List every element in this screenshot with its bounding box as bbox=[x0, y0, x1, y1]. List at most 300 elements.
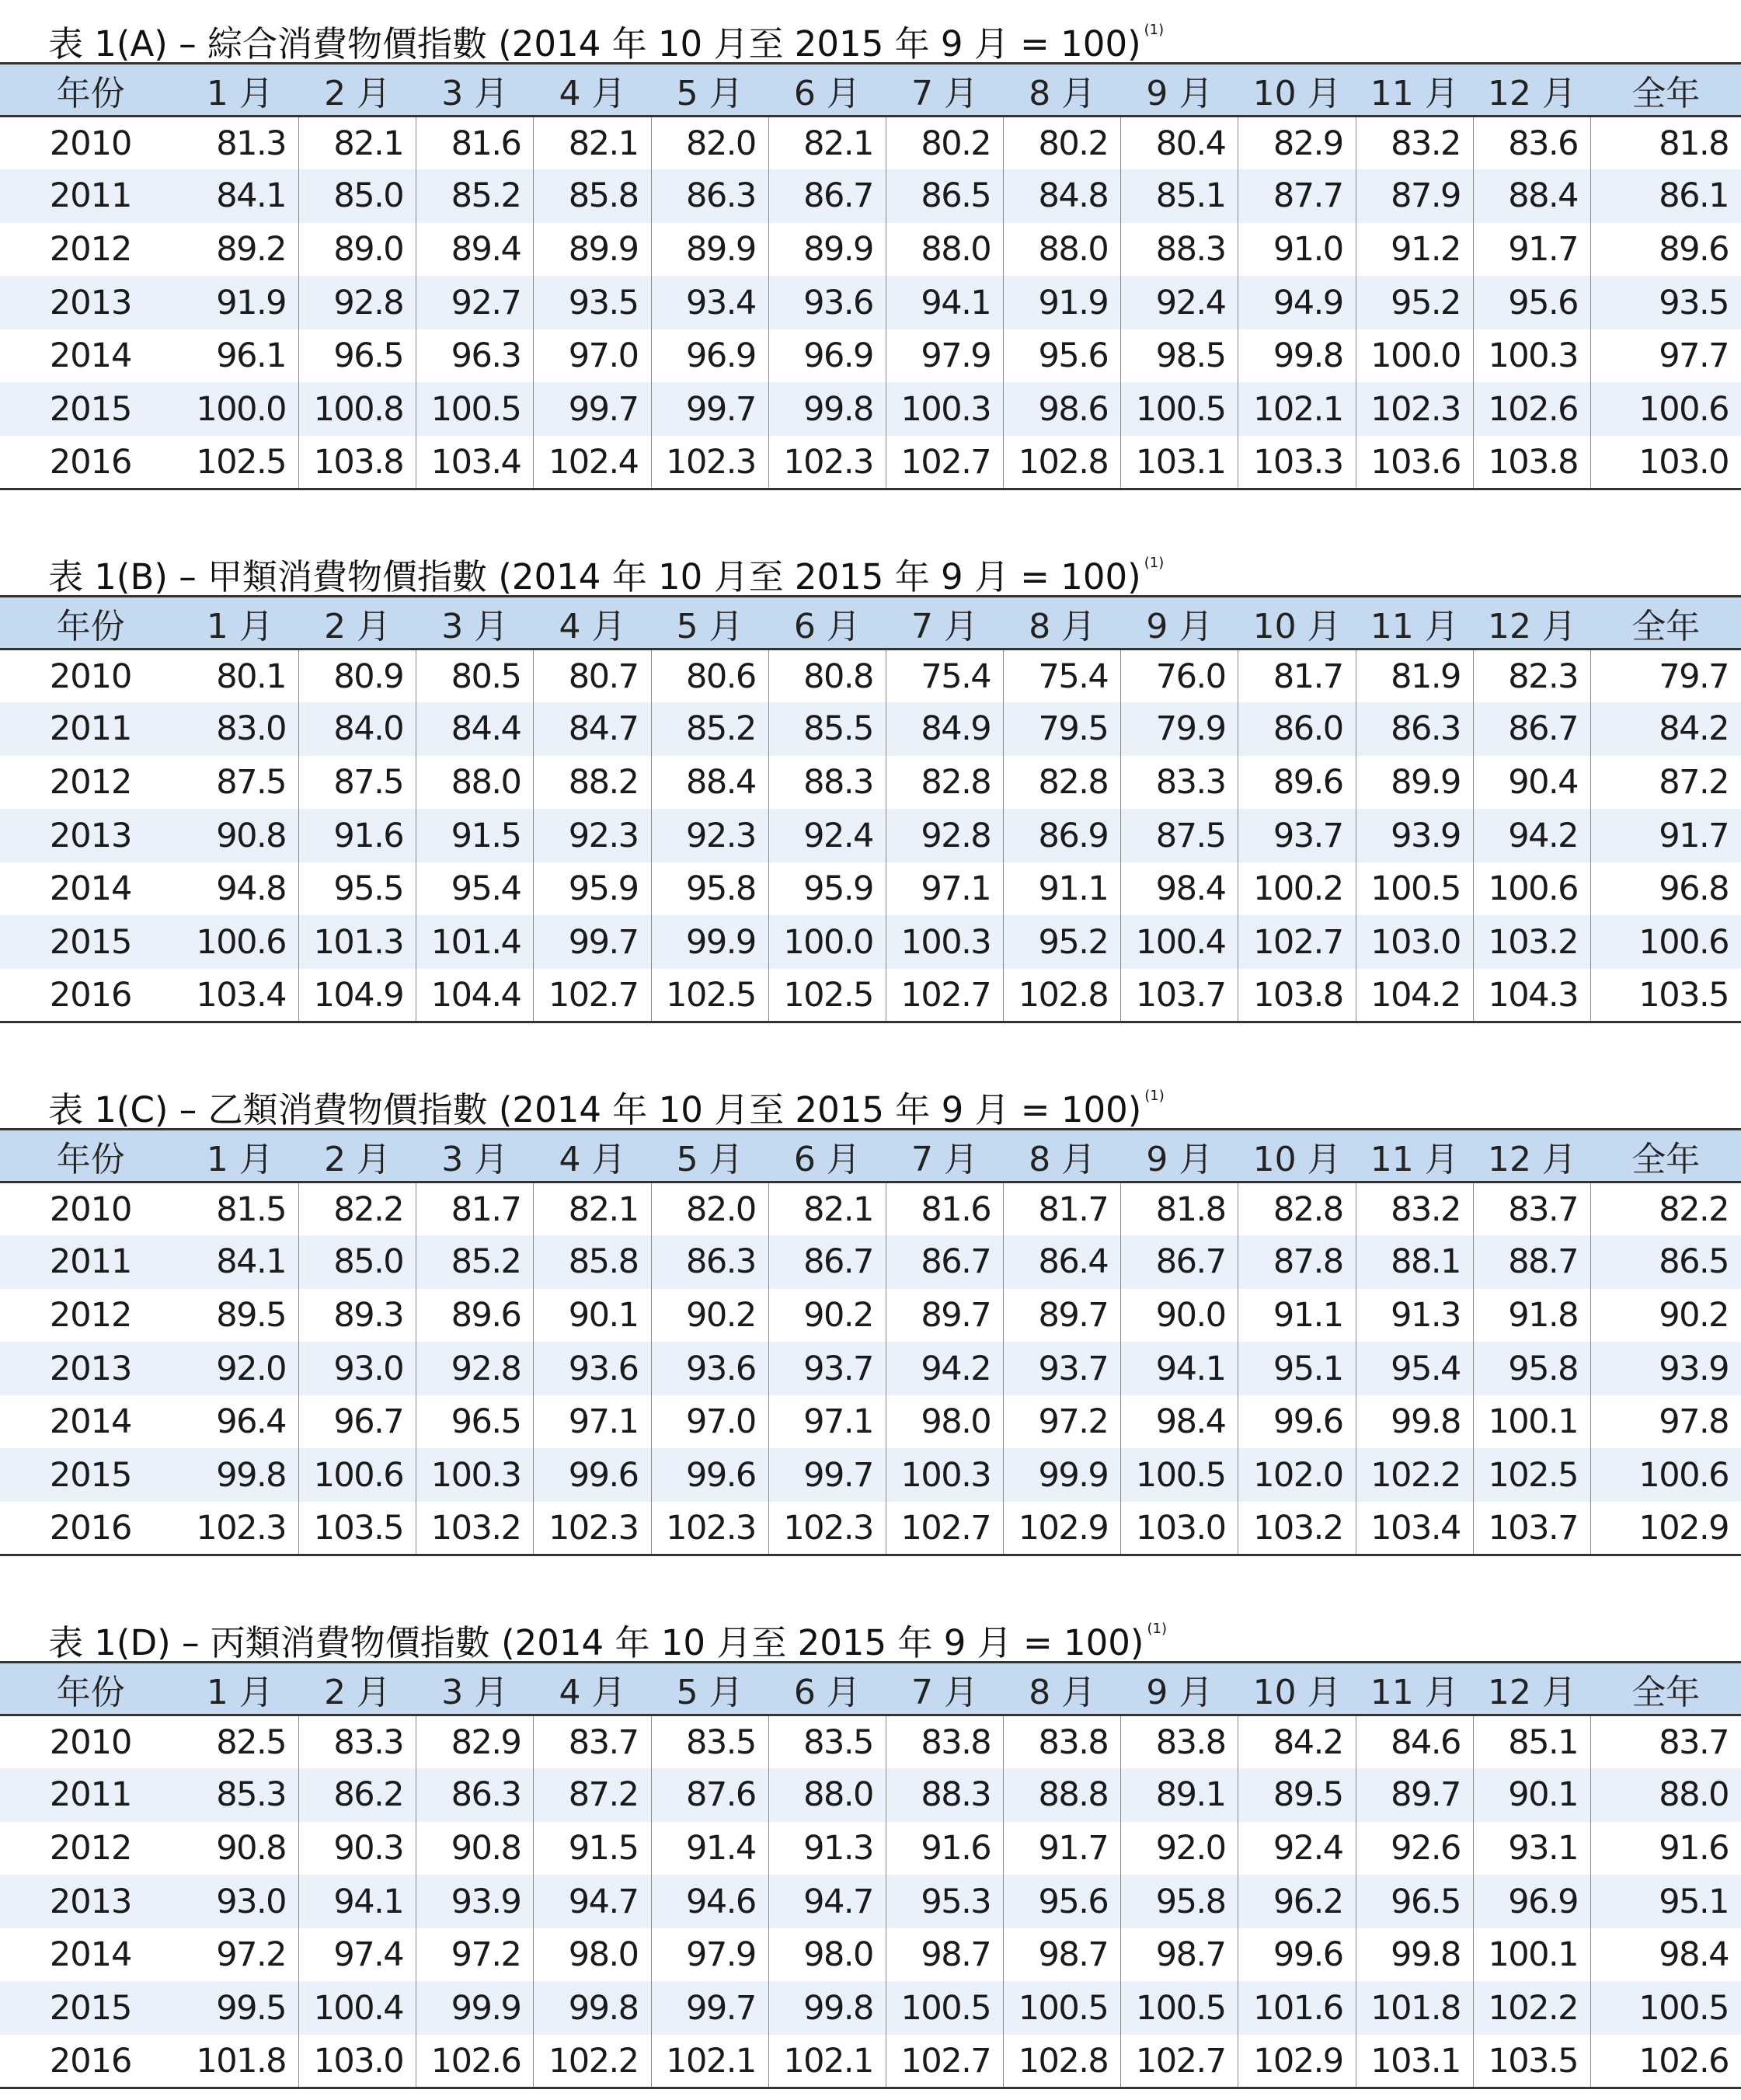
monthly-value-cell: 92.4 bbox=[1238, 1822, 1356, 1875]
cpi-table bbox=[0, 1128, 1741, 1556]
column-header-year: 年份 bbox=[0, 64, 181, 117]
annual-value-cell: 103.0 bbox=[1591, 436, 1741, 489]
monthly-value-cell: 100.4 bbox=[298, 1981, 416, 2035]
monthly-value-cell: 96.7 bbox=[298, 1395, 416, 1449]
monthly-value-cell: 103.2 bbox=[1238, 1502, 1356, 1555]
table-row bbox=[0, 1715, 1741, 1769]
monthly-value-cell: 102.0 bbox=[1238, 1448, 1356, 1502]
table-row bbox=[0, 1981, 1741, 2035]
monthly-value-cell: 100.3 bbox=[416, 1448, 534, 1502]
monthly-value-cell: 100.0 bbox=[181, 382, 298, 436]
column-header: 3 月 bbox=[416, 64, 534, 117]
annual-value-cell: 87.2 bbox=[1659, 762, 1729, 802]
annual-value-cell: 100.6 bbox=[1638, 389, 1729, 429]
monthly-value-cell: 99.9 bbox=[651, 915, 768, 969]
annual-value-cell: 98.4 bbox=[1659, 1935, 1729, 1975]
monthly-value-cell: 104.9 bbox=[298, 969, 416, 1022]
year-cell: 2015 bbox=[49, 389, 132, 429]
column-header: 6 月 bbox=[768, 64, 886, 117]
monthly-value-cell: 98.0 bbox=[768, 1928, 886, 1982]
monthly-value-cell: 85.0 bbox=[298, 1235, 416, 1289]
monthly-value-cell: 89.5 bbox=[181, 1289, 298, 1343]
monthly-value-cell: 93.4 bbox=[651, 276, 768, 329]
column-header: 3 月 bbox=[416, 597, 534, 650]
monthly-value-cell: 84.6 bbox=[1356, 1715, 1473, 1769]
monthly-value-cell: 102.5 bbox=[768, 969, 886, 1022]
year-cell: 2011 bbox=[49, 176, 132, 216]
annual-value-cell: 83.7 bbox=[1659, 1722, 1729, 1762]
monthly-value-cell: 102.5 bbox=[181, 436, 298, 489]
header-row bbox=[0, 597, 1741, 650]
monthly-value-cell: 102.8 bbox=[1004, 2035, 1121, 2088]
table-row bbox=[0, 969, 1741, 1022]
table-title bbox=[48, 1599, 1167, 1663]
monthly-value-cell: 87.2 bbox=[534, 1768, 651, 1822]
table-row bbox=[0, 1822, 1741, 1875]
monthly-value-cell: 83.8 bbox=[1004, 1715, 1121, 1769]
monthly-value-cell: 80.8 bbox=[768, 650, 886, 703]
monthly-value-cell: 103.1 bbox=[1356, 2035, 1473, 2088]
monthly-value-cell: 81.7 bbox=[416, 1182, 534, 1236]
monthly-value-cell: 102.3 bbox=[1356, 382, 1473, 436]
monthly-value-cell: 88.3 bbox=[1121, 223, 1238, 277]
monthly-value-cell: 88.0 bbox=[1004, 223, 1121, 277]
monthly-value-cell: 99.7 bbox=[651, 382, 768, 436]
monthly-value-cell: 75.4 bbox=[1004, 650, 1121, 703]
monthly-value-cell: 87.6 bbox=[651, 1768, 768, 1822]
column-header: 10 月 bbox=[1238, 1663, 1356, 1715]
monthly-value-cell: 100.1 bbox=[1473, 1928, 1590, 1982]
table-row bbox=[0, 1502, 1741, 1555]
monthly-value-cell: 82.8 bbox=[1238, 1182, 1356, 1236]
monthly-value-cell: 91.3 bbox=[768, 1822, 886, 1875]
monthly-value-cell: 102.5 bbox=[1473, 1448, 1590, 1502]
monthly-value-cell: 92.7 bbox=[416, 276, 534, 329]
column-header: 8 月 bbox=[1004, 597, 1121, 650]
monthly-value-cell: 103.0 bbox=[1121, 1502, 1238, 1555]
monthly-value-cell: 102.1 bbox=[651, 2035, 768, 2088]
monthly-value-cell: 102.7 bbox=[534, 969, 651, 1022]
monthly-value-cell: 90.8 bbox=[181, 1822, 298, 1875]
monthly-value-cell: 98.5 bbox=[1121, 329, 1238, 383]
monthly-value-cell: 95.1 bbox=[1238, 1342, 1356, 1395]
monthly-value-cell: 102.2 bbox=[1473, 1981, 1590, 2035]
column-header: 11 月 bbox=[1356, 64, 1473, 117]
monthly-value-cell: 95.2 bbox=[1004, 915, 1121, 969]
monthly-value-cell: 102.7 bbox=[886, 1502, 1003, 1555]
monthly-value-cell: 103.7 bbox=[1473, 1502, 1590, 1555]
table-title bbox=[48, 1066, 1165, 1130]
annual-value-cell: 102.6 bbox=[1591, 2035, 1741, 2088]
monthly-value-cell: 93.6 bbox=[768, 276, 886, 329]
column-header: 4 月 bbox=[534, 597, 651, 650]
year-cell: 2015 bbox=[49, 1988, 132, 2028]
monthly-value-cell: 94.8 bbox=[181, 862, 298, 916]
year-cell: 2012 bbox=[49, 229, 132, 269]
year-cell: 2016 bbox=[0, 1502, 181, 1555]
monthly-value-cell: 90.0 bbox=[1121, 1289, 1238, 1343]
monthly-value-cell: 93.7 bbox=[1238, 809, 1356, 862]
monthly-value-cell: 82.5 bbox=[181, 1715, 298, 1769]
monthly-value-cell: 80.7 bbox=[534, 650, 651, 703]
monthly-value-cell: 98.4 bbox=[1121, 862, 1238, 916]
monthly-value-cell: 101.3 bbox=[298, 915, 416, 969]
monthly-value-cell: 99.6 bbox=[1238, 1928, 1356, 1982]
monthly-value-cell: 84.1 bbox=[181, 169, 298, 223]
monthly-value-cell: 75.4 bbox=[886, 650, 1003, 703]
monthly-value-cell: 102.6 bbox=[1473, 382, 1590, 436]
monthly-value-cell: 95.8 bbox=[1121, 1875, 1238, 1928]
monthly-value-cell: 97.9 bbox=[886, 329, 1003, 383]
table-title-text: 表 1(A) – 綜合消費物價指數 (2014 年 10 月至 2015 年 9 月 = 100) bbox=[48, 23, 1141, 64]
monthly-value-cell: 99.6 bbox=[1238, 1395, 1356, 1449]
monthly-value-cell: 91.7 bbox=[1473, 223, 1590, 277]
monthly-value-cell: 81.3 bbox=[181, 117, 298, 170]
monthly-value-cell: 84.8 bbox=[1004, 169, 1121, 223]
footnote-marker: (1) bbox=[1144, 22, 1165, 38]
monthly-value-cell: 91.6 bbox=[886, 1822, 1003, 1875]
monthly-value-cell: 100.5 bbox=[416, 382, 534, 436]
monthly-value-cell: 93.6 bbox=[651, 1342, 768, 1395]
monthly-value-cell: 102.2 bbox=[534, 2035, 651, 2088]
monthly-value-cell: 100.3 bbox=[1473, 329, 1590, 383]
monthly-value-cell: 82.9 bbox=[1238, 117, 1356, 170]
monthly-value-cell: 91.1 bbox=[1238, 1289, 1356, 1343]
monthly-value-cell: 88.2 bbox=[534, 756, 651, 810]
monthly-value-cell: 102.1 bbox=[1238, 382, 1356, 436]
monthly-value-cell: 102.3 bbox=[534, 1502, 651, 1555]
monthly-value-cell: 83.3 bbox=[298, 1715, 416, 1769]
monthly-value-cell: 100.5 bbox=[886, 1981, 1003, 2035]
column-header: 5 月 bbox=[651, 1663, 768, 1715]
monthly-value-cell: 80.4 bbox=[1121, 117, 1238, 170]
monthly-value-cell: 103.4 bbox=[1356, 1502, 1473, 1555]
table-title bbox=[48, 0, 1165, 64]
column-header: 10 月 bbox=[1238, 1130, 1356, 1182]
monthly-value-cell: 89.9 bbox=[534, 223, 651, 277]
monthly-value-cell: 85.1 bbox=[1473, 1715, 1590, 1769]
table-row bbox=[0, 1182, 1741, 1236]
monthly-value-cell: 96.5 bbox=[298, 329, 416, 383]
monthly-value-cell: 86.4 bbox=[1004, 1235, 1121, 1289]
header-row bbox=[0, 1663, 1741, 1715]
table-row bbox=[0, 276, 1741, 329]
column-header: 2 月 bbox=[298, 1130, 416, 1182]
monthly-value-cell: 80.2 bbox=[886, 117, 1003, 170]
monthly-value-cell: 93.9 bbox=[416, 1875, 534, 1928]
column-header-year: 年份 bbox=[0, 597, 181, 650]
monthly-value-cell: 86.7 bbox=[1121, 1235, 1238, 1289]
monthly-value-cell: 103.8 bbox=[1238, 969, 1356, 1022]
monthly-value-cell: 87.9 bbox=[1356, 169, 1473, 223]
year-cell: 2010 bbox=[49, 1189, 132, 1229]
monthly-value-cell: 91.7 bbox=[1004, 1822, 1121, 1875]
monthly-value-cell: 85.0 bbox=[298, 169, 416, 223]
column-header: 8 月 bbox=[1004, 1663, 1121, 1715]
monthly-value-cell: 96.3 bbox=[416, 329, 534, 383]
monthly-value-cell: 83.8 bbox=[1121, 1715, 1238, 1769]
footnote-marker: (1) bbox=[1144, 555, 1165, 571]
table-row bbox=[0, 862, 1741, 916]
monthly-value-cell: 99.7 bbox=[768, 1448, 886, 1502]
monthly-value-cell: 91.2 bbox=[1356, 223, 1473, 277]
monthly-value-cell: 100.1 bbox=[1473, 1395, 1590, 1449]
annual-value-cell: 79.7 bbox=[1659, 656, 1729, 696]
monthly-value-cell: 103.4 bbox=[181, 969, 298, 1022]
monthly-value-cell: 89.4 bbox=[416, 223, 534, 277]
monthly-value-cell: 101.8 bbox=[181, 2035, 298, 2088]
table-title-text: 表 1(D) – 丙類消費物價指數 (2014 年 10 月至 2015 年 9 月 = 100) bbox=[48, 1622, 1144, 1663]
monthly-value-cell: 104.3 bbox=[1473, 969, 1590, 1022]
monthly-value-cell: 91.8 bbox=[1473, 1289, 1590, 1343]
monthly-value-cell: 99.8 bbox=[1238, 329, 1356, 383]
cpi-table bbox=[0, 595, 1741, 1023]
annual-value-cell: 100.5 bbox=[1638, 1988, 1729, 2028]
monthly-value-cell: 90.1 bbox=[1473, 1768, 1590, 1822]
monthly-value-cell: 102.6 bbox=[416, 2035, 534, 2088]
table-row bbox=[0, 223, 1741, 277]
monthly-value-cell: 82.1 bbox=[298, 117, 416, 170]
monthly-value-cell: 86.3 bbox=[1356, 702, 1473, 756]
cpi-table bbox=[0, 1661, 1741, 2089]
column-header: 3 月 bbox=[416, 1663, 534, 1715]
monthly-value-cell: 92.8 bbox=[886, 809, 1003, 862]
monthly-value-cell: 100.0 bbox=[768, 915, 886, 969]
table-row bbox=[0, 1928, 1741, 1982]
annual-value-cell: 100.6 bbox=[1638, 1455, 1729, 1495]
monthly-value-cell: 100.3 bbox=[886, 915, 1003, 969]
annual-value-cell: 86.1 bbox=[1659, 176, 1729, 216]
monthly-value-cell: 94.1 bbox=[1121, 1342, 1238, 1395]
column-header: 5 月 bbox=[651, 64, 768, 117]
monthly-value-cell: 84.1 bbox=[181, 1235, 298, 1289]
annual-value-cell: 97.7 bbox=[1659, 336, 1729, 376]
monthly-value-cell: 81.5 bbox=[181, 1182, 298, 1236]
monthly-value-cell: 84.9 bbox=[886, 702, 1003, 756]
monthly-value-cell: 81.8 bbox=[1121, 1182, 1238, 1236]
monthly-value-cell: 99.8 bbox=[768, 1981, 886, 2035]
column-header: 8 月 bbox=[1004, 1130, 1121, 1182]
annual-value-cell: 93.5 bbox=[1659, 283, 1729, 322]
monthly-value-cell: 80.2 bbox=[1004, 117, 1121, 170]
monthly-value-cell: 88.8 bbox=[1004, 1768, 1121, 1822]
monthly-value-cell: 99.7 bbox=[534, 915, 651, 969]
year-cell: 2013 bbox=[49, 283, 132, 322]
monthly-value-cell: 85.8 bbox=[534, 169, 651, 223]
monthly-value-cell: 97.9 bbox=[651, 1928, 768, 1982]
monthly-value-cell: 95.9 bbox=[768, 862, 886, 916]
annual-value-cell: 86.5 bbox=[1659, 1242, 1729, 1282]
monthly-value-cell: 85.8 bbox=[534, 1235, 651, 1289]
monthly-value-cell: 98.7 bbox=[1004, 1928, 1121, 1982]
monthly-value-cell: 82.1 bbox=[768, 117, 886, 170]
monthly-value-cell: 102.2 bbox=[1356, 1448, 1473, 1502]
column-header: 10 月 bbox=[1238, 64, 1356, 117]
monthly-value-cell: 102.5 bbox=[651, 969, 768, 1022]
monthly-value-cell: 103.6 bbox=[1356, 436, 1473, 489]
column-header: 11 月 bbox=[1356, 1663, 1473, 1715]
monthly-value-cell: 93.6 bbox=[534, 1342, 651, 1395]
column-header: 4 月 bbox=[534, 1130, 651, 1182]
monthly-value-cell: 88.0 bbox=[768, 1768, 886, 1822]
monthly-value-cell: 80.1 bbox=[181, 650, 298, 703]
monthly-value-cell: 92.4 bbox=[1121, 276, 1238, 329]
column-header: 1 月 bbox=[181, 64, 298, 117]
monthly-value-cell: 88.0 bbox=[886, 223, 1003, 277]
monthly-value-cell: 83.7 bbox=[1473, 1182, 1590, 1236]
monthly-value-cell: 103.3 bbox=[1238, 436, 1356, 489]
monthly-value-cell: 92.8 bbox=[416, 1342, 534, 1395]
monthly-value-cell: 103.0 bbox=[1356, 915, 1473, 969]
column-header: 全年 bbox=[1591, 1663, 1741, 1715]
column-header: 7 月 bbox=[886, 1663, 1003, 1715]
monthly-value-cell: 102.9 bbox=[1238, 2035, 1356, 2088]
year-cell: 2014 bbox=[49, 1402, 132, 1442]
annual-value-cell: 97.8 bbox=[1659, 1402, 1729, 1442]
table-row bbox=[0, 915, 1741, 969]
monthly-value-cell: 96.2 bbox=[1238, 1875, 1356, 1928]
year-cell: 2016 bbox=[0, 969, 181, 1022]
monthly-value-cell: 104.2 bbox=[1356, 969, 1473, 1022]
year-cell: 2012 bbox=[49, 762, 132, 802]
monthly-value-cell: 87.5 bbox=[298, 756, 416, 810]
table-row bbox=[0, 756, 1741, 810]
year-cell: 2014 bbox=[49, 869, 132, 909]
monthly-value-cell: 101.8 bbox=[1356, 1981, 1473, 2035]
monthly-value-cell: 102.7 bbox=[1121, 2035, 1238, 2088]
monthly-value-cell: 91.4 bbox=[651, 1822, 768, 1875]
table-row bbox=[0, 382, 1741, 436]
monthly-value-cell: 99.9 bbox=[1004, 1448, 1121, 1502]
year-cell: 2011 bbox=[49, 709, 132, 749]
monthly-value-cell: 91.5 bbox=[416, 809, 534, 862]
year-cell: 2010 bbox=[49, 124, 132, 163]
monthly-value-cell: 96.5 bbox=[1356, 1875, 1473, 1928]
monthly-value-cell: 90.8 bbox=[416, 1822, 534, 1875]
monthly-value-cell: 95.8 bbox=[651, 862, 768, 916]
monthly-value-cell: 93.5 bbox=[534, 276, 651, 329]
monthly-value-cell: 95.9 bbox=[534, 862, 651, 916]
monthly-value-cell: 95.6 bbox=[1004, 1875, 1121, 1928]
monthly-value-cell: 103.1 bbox=[1121, 436, 1238, 489]
monthly-value-cell: 103.8 bbox=[1473, 436, 1590, 489]
monthly-value-cell: 90.2 bbox=[651, 1289, 768, 1343]
monthly-value-cell: 88.1 bbox=[1356, 1235, 1473, 1289]
column-header: 10 月 bbox=[1238, 597, 1356, 650]
year-cell: 2016 bbox=[0, 2035, 181, 2088]
monthly-value-cell: 79.9 bbox=[1121, 702, 1238, 756]
monthly-value-cell: 86.7 bbox=[886, 1235, 1003, 1289]
monthly-value-cell: 91.0 bbox=[1238, 223, 1356, 277]
monthly-value-cell: 86.3 bbox=[416, 1768, 534, 1822]
monthly-value-cell: 91.5 bbox=[534, 1822, 651, 1875]
monthly-value-cell: 84.0 bbox=[298, 702, 416, 756]
table-row bbox=[0, 650, 1741, 703]
monthly-value-cell: 103.5 bbox=[298, 1502, 416, 1555]
monthly-value-cell: 97.1 bbox=[768, 1395, 886, 1449]
monthly-value-cell: 89.3 bbox=[298, 1289, 416, 1343]
monthly-value-cell: 89.7 bbox=[1004, 1289, 1121, 1343]
monthly-value-cell: 97.1 bbox=[886, 862, 1003, 916]
column-header: 9 月 bbox=[1121, 64, 1238, 117]
monthly-value-cell: 82.0 bbox=[651, 1182, 768, 1236]
monthly-value-cell: 103.8 bbox=[298, 436, 416, 489]
monthly-value-cell: 91.9 bbox=[1004, 276, 1121, 329]
column-header: 4 月 bbox=[534, 64, 651, 117]
annual-value-cell: 84.2 bbox=[1659, 709, 1729, 749]
monthly-value-cell: 82.0 bbox=[651, 117, 768, 170]
monthly-value-cell: 86.3 bbox=[651, 169, 768, 223]
monthly-value-cell: 81.6 bbox=[416, 117, 534, 170]
column-header: 2 月 bbox=[298, 597, 416, 650]
monthly-value-cell: 100.5 bbox=[1004, 1981, 1121, 2035]
monthly-value-cell: 92.0 bbox=[181, 1342, 298, 1395]
monthly-value-cell: 102.7 bbox=[886, 969, 1003, 1022]
column-header: 9 月 bbox=[1121, 1663, 1238, 1715]
monthly-value-cell: 84.4 bbox=[416, 702, 534, 756]
monthly-value-cell: 85.5 bbox=[768, 702, 886, 756]
monthly-value-cell: 92.3 bbox=[534, 809, 651, 862]
monthly-value-cell: 102.7 bbox=[886, 2035, 1003, 2088]
monthly-value-cell: 102.7 bbox=[1238, 915, 1356, 969]
annual-value-cell: 100.6 bbox=[1638, 922, 1729, 962]
monthly-value-cell: 97.2 bbox=[416, 1928, 534, 1982]
monthly-value-cell: 89.6 bbox=[416, 1289, 534, 1343]
monthly-value-cell: 86.0 bbox=[1238, 702, 1356, 756]
monthly-value-cell: 99.8 bbox=[1356, 1395, 1473, 1449]
monthly-value-cell: 100.4 bbox=[1121, 915, 1238, 969]
monthly-value-cell: 100.3 bbox=[886, 1448, 1003, 1502]
monthly-value-cell: 102.7 bbox=[886, 436, 1003, 489]
annual-value-cell: 91.6 bbox=[1659, 1828, 1729, 1868]
monthly-value-cell: 97.1 bbox=[534, 1395, 651, 1449]
monthly-value-cell: 93.7 bbox=[768, 1342, 886, 1395]
monthly-value-cell: 99.6 bbox=[651, 1448, 768, 1502]
column-header: 8 月 bbox=[1004, 64, 1121, 117]
monthly-value-cell: 83.3 bbox=[1121, 756, 1238, 810]
column-header: 11 月 bbox=[1356, 1130, 1473, 1182]
monthly-value-cell: 80.6 bbox=[651, 650, 768, 703]
monthly-value-cell: 98.0 bbox=[534, 1928, 651, 1982]
monthly-value-cell: 99.8 bbox=[768, 382, 886, 436]
monthly-value-cell: 84.7 bbox=[534, 702, 651, 756]
footnote-marker: (1) bbox=[1144, 1088, 1165, 1104]
monthly-value-cell: 81.7 bbox=[1004, 1182, 1121, 1236]
table-row bbox=[0, 809, 1741, 862]
table-row bbox=[0, 2035, 1741, 2088]
monthly-value-cell: 91.3 bbox=[1356, 1289, 1473, 1343]
monthly-value-cell: 96.9 bbox=[651, 329, 768, 383]
monthly-value-cell: 95.6 bbox=[1004, 329, 1121, 383]
monthly-value-cell: 96.5 bbox=[416, 1395, 534, 1449]
monthly-value-cell: 89.7 bbox=[886, 1289, 1003, 1343]
monthly-value-cell: 97.2 bbox=[1004, 1395, 1121, 1449]
monthly-value-cell: 92.8 bbox=[298, 276, 416, 329]
monthly-value-cell: 85.2 bbox=[416, 169, 534, 223]
monthly-value-cell: 82.1 bbox=[768, 1182, 886, 1236]
monthly-value-cell: 99.8 bbox=[181, 1448, 298, 1502]
monthly-value-cell: 85.3 bbox=[181, 1768, 298, 1822]
monthly-value-cell: 100.6 bbox=[181, 915, 298, 969]
monthly-value-cell: 82.1 bbox=[534, 117, 651, 170]
monthly-value-cell: 89.0 bbox=[298, 223, 416, 277]
monthly-value-cell: 102.3 bbox=[651, 436, 768, 489]
monthly-value-cell: 87.7 bbox=[1238, 169, 1356, 223]
monthly-value-cell: 89.9 bbox=[651, 223, 768, 277]
header-row bbox=[0, 64, 1741, 117]
monthly-value-cell: 95.4 bbox=[1356, 1342, 1473, 1395]
monthly-value-cell: 102.3 bbox=[651, 1502, 768, 1555]
